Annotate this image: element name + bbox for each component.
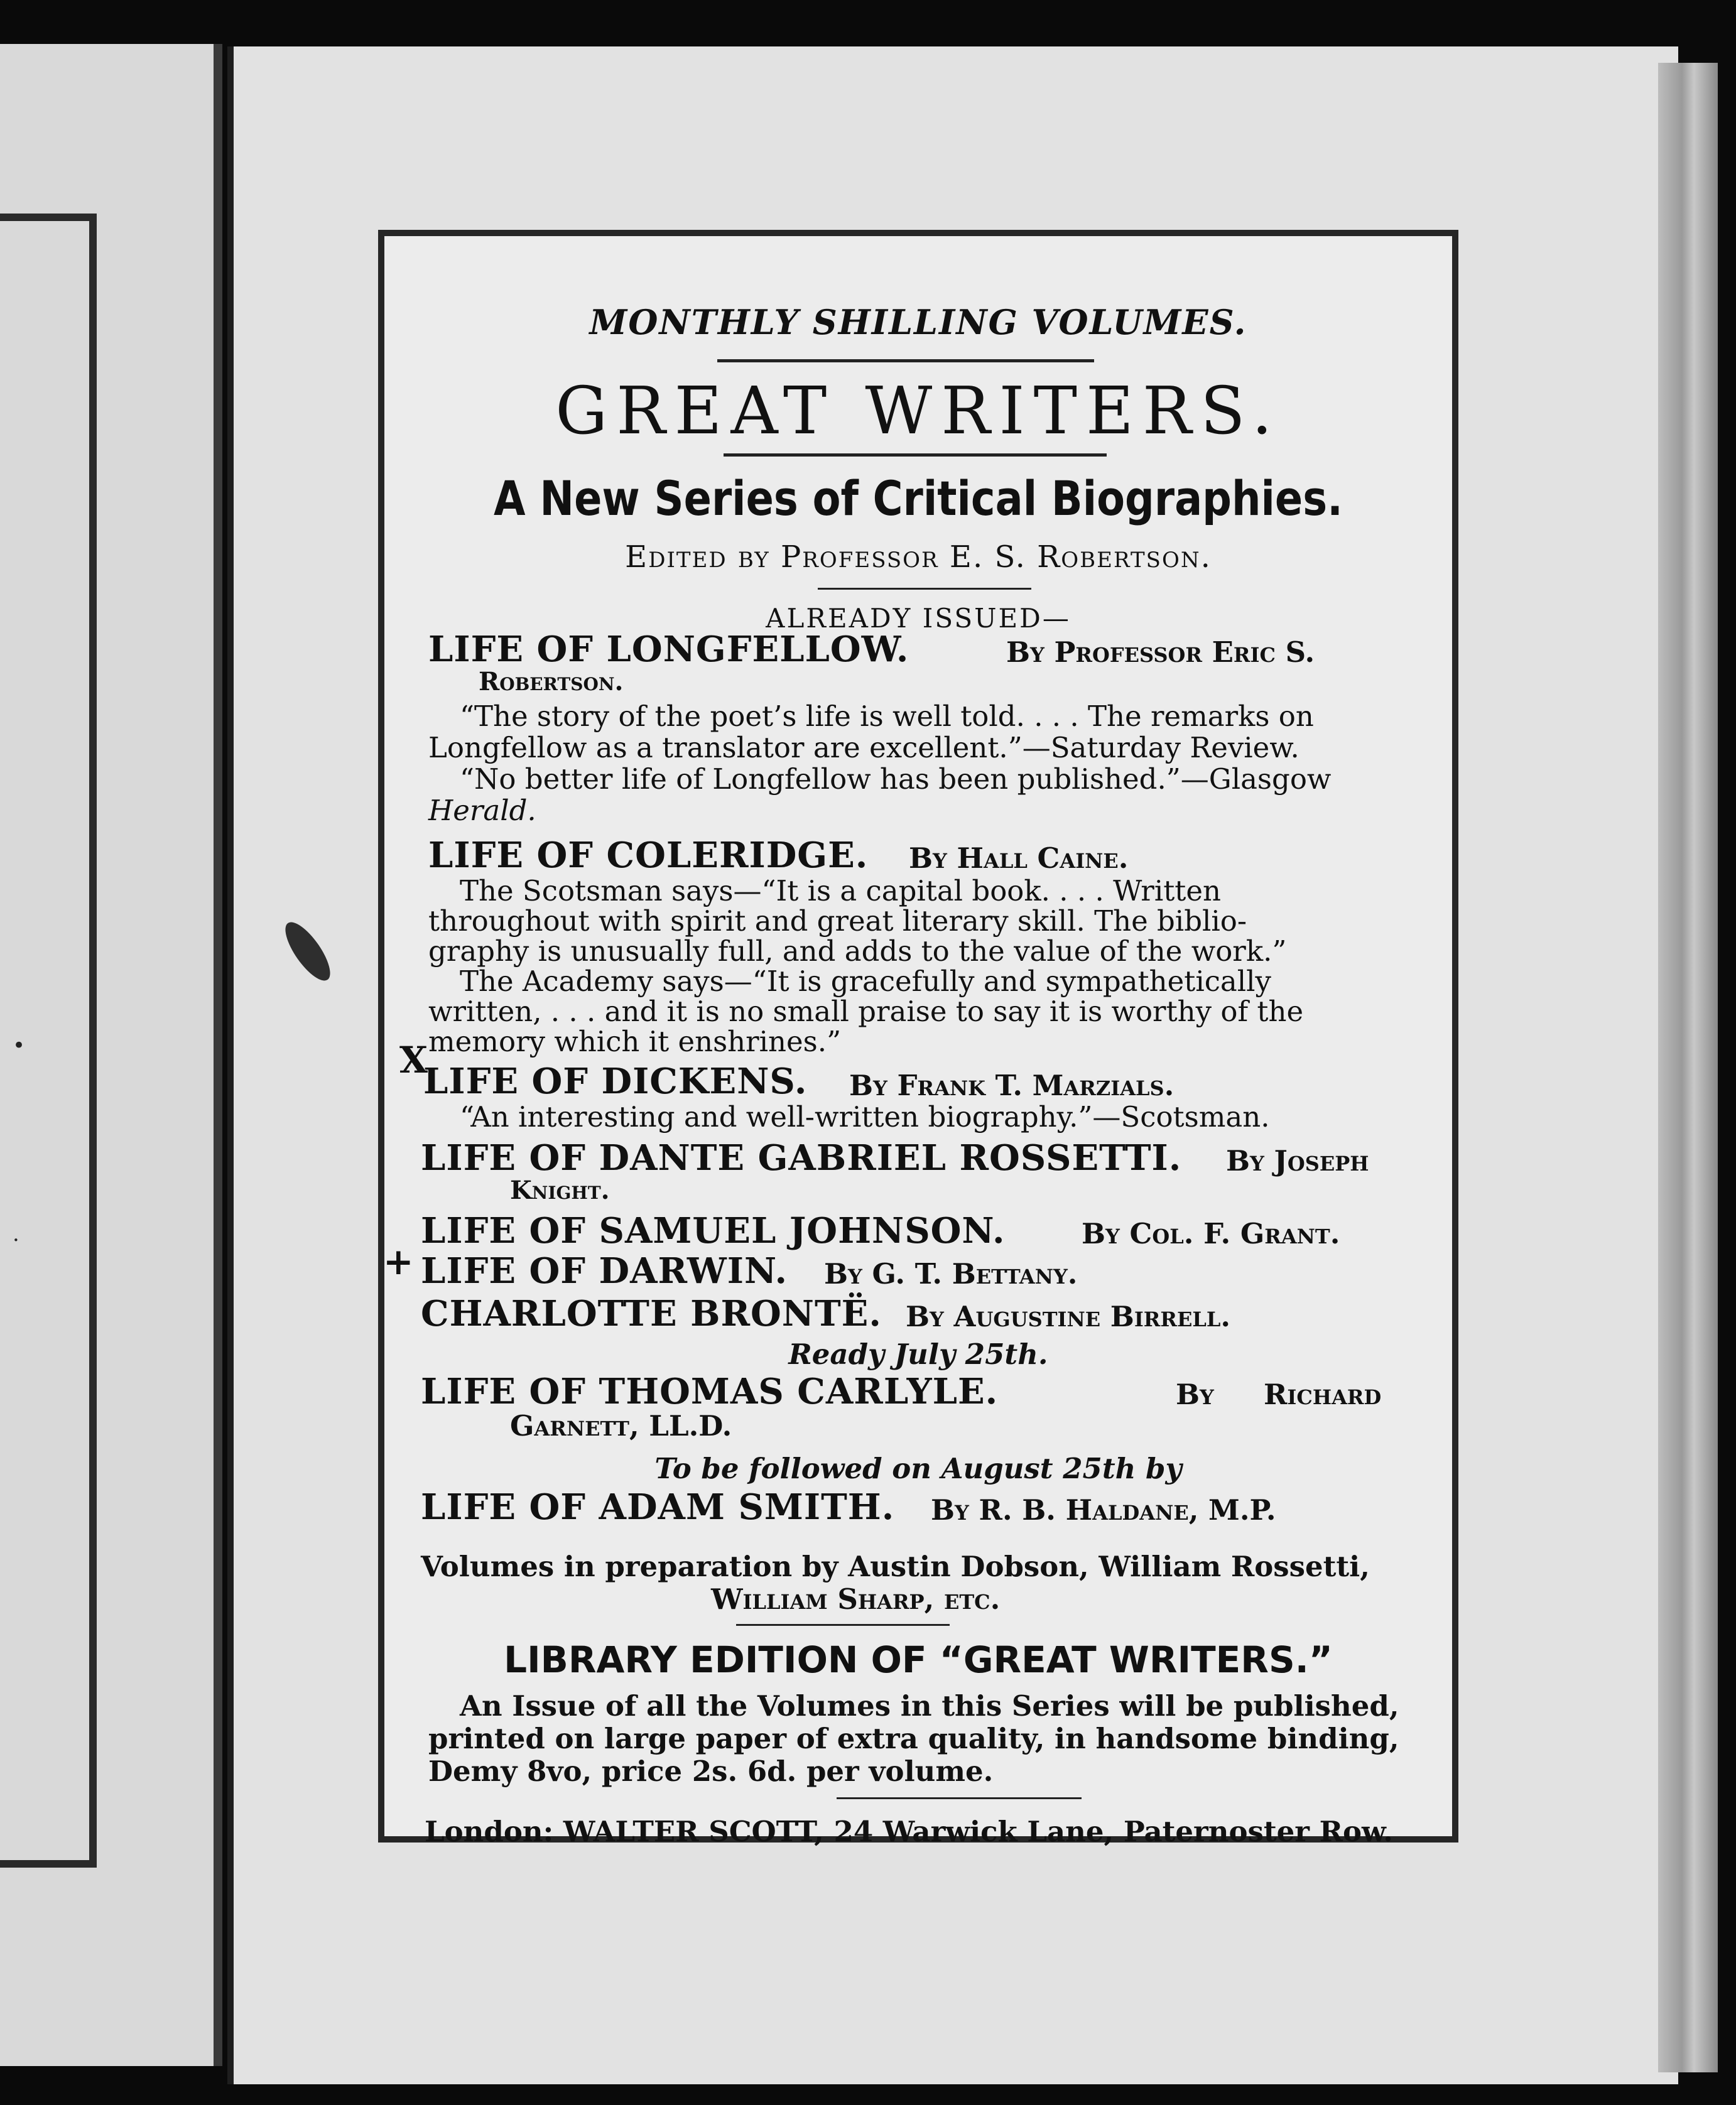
entry-title: LIFE OF COLERIDGE. xyxy=(428,835,869,876)
left-page-mark: • xyxy=(13,1033,26,1058)
entry-author: Richard xyxy=(1264,1378,1382,1411)
entry-author: By G. T. Bettany. xyxy=(824,1257,1078,1291)
entry-author: By Hall Caine. xyxy=(909,841,1129,875)
followed-note: To be followed on August 25th by xyxy=(654,1452,1182,1485)
left-page xyxy=(0,44,222,2066)
review-line: The Academy says—“It is gracefully and sympathetically xyxy=(460,965,1271,998)
review-line: written, . . . and it is no small praise to say it is worthy of the xyxy=(428,995,1304,1028)
library-heading: LIBRARY EDITION OF “GREAT WRITERS.” xyxy=(504,1638,1333,1681)
divider xyxy=(724,453,1107,457)
review-line: graphy is unusually full, and adds to the value of the work.” xyxy=(428,934,1287,968)
entry-author: Garnett, LL.D. xyxy=(510,1409,732,1442)
review-line: throughout with spirit and great literary skill. The biblio- xyxy=(428,904,1247,938)
handwritten-x-mark: X xyxy=(399,1039,428,1081)
library-text: Demy 8vo, price 2s. 6d. per volume. xyxy=(428,1755,994,1788)
series-line: MONTHLY SHILLING VOLUMES. xyxy=(589,302,1247,342)
advertisement-frame xyxy=(378,230,1458,1848)
entry-author: By Frank T. Marzials. xyxy=(849,1069,1175,1102)
page-edge xyxy=(1658,63,1718,2072)
left-page-mark: · xyxy=(13,1228,19,1253)
preparation-line: William Sharp, etc. xyxy=(711,1583,1001,1616)
review-line: Herald. xyxy=(428,794,536,827)
entry-author: By Col. F. Grant. xyxy=(1082,1217,1340,1250)
entry-title: LIFE OF DARWIN. xyxy=(421,1250,788,1292)
entry-title: LIFE OF DICKENS. xyxy=(423,1061,808,1102)
handwritten-cross-mark: + xyxy=(383,1240,414,1283)
review-line: The Scotsman says—“It is a capital book. . . . Written xyxy=(460,874,1221,907)
already-issued: ALREADY ISSUED— xyxy=(766,603,1071,634)
preparation-line: Volumes in preparation by Austin Dobson, William Rossetti, xyxy=(421,1550,1370,1583)
entry-title: CHARLOTTE BRONTË. xyxy=(421,1293,882,1334)
entry-author: By Professor Eric S. xyxy=(1006,636,1315,669)
ready-note: Ready July 25th. xyxy=(788,1338,1048,1371)
page-title: GREAT WRITERS. xyxy=(555,372,1281,449)
divider xyxy=(717,359,1094,362)
review-line: Longfellow as a translator are excellent.”—Saturday Review. xyxy=(428,731,1299,764)
advertisement xyxy=(384,236,1452,1848)
review-line: “The story of the poet’s life is well told. . . . The remarks on xyxy=(460,700,1314,733)
entry-author: By xyxy=(1176,1378,1214,1411)
entry-author: By Augustine Birrell. xyxy=(906,1300,1231,1333)
divider xyxy=(818,588,1031,590)
entry-author: Knight. xyxy=(510,1176,610,1205)
subtitle: A New Series of Critical Biographies. xyxy=(494,470,1343,526)
review-line: “No better life of Longfellow has been published.”—Glasgow xyxy=(460,762,1332,796)
library-text: An Issue of all the Volumes in this Series will be published, xyxy=(460,1689,1399,1723)
entry-author: Robertson. xyxy=(479,667,624,696)
review-line: “An interesting and well-written biography.”—Scotsman. xyxy=(460,1100,1270,1134)
editor-line: Edited by Professor E. S. Robertson. xyxy=(625,539,1212,575)
publisher-line: London: WALTER SCOTT, 24 Warwick Lane, Paternoster Row. xyxy=(425,1815,1393,1848)
entry-title: LIFE OF DANTE GABRIEL ROSSETTI. xyxy=(421,1137,1182,1179)
review-line: memory which it enshrines.” xyxy=(428,1025,842,1058)
library-text: printed on large paper of extra quality, in handsome binding, xyxy=(428,1722,1399,1755)
entry-title: LIFE OF THOMAS CARLYLE. xyxy=(421,1371,999,1412)
entry-title: LIFE OF SAMUEL JOHNSON. xyxy=(421,1210,1006,1252)
entry-title: LIFE OF LONGFELLOW. xyxy=(428,629,909,670)
divider xyxy=(736,1624,950,1626)
entry-author: By R. B. Haldane, M.P. xyxy=(931,1493,1276,1527)
entry-title: LIFE OF ADAM SMITH. xyxy=(421,1486,895,1528)
entry-author: By Joseph xyxy=(1226,1144,1369,1177)
divider xyxy=(837,1797,1082,1799)
